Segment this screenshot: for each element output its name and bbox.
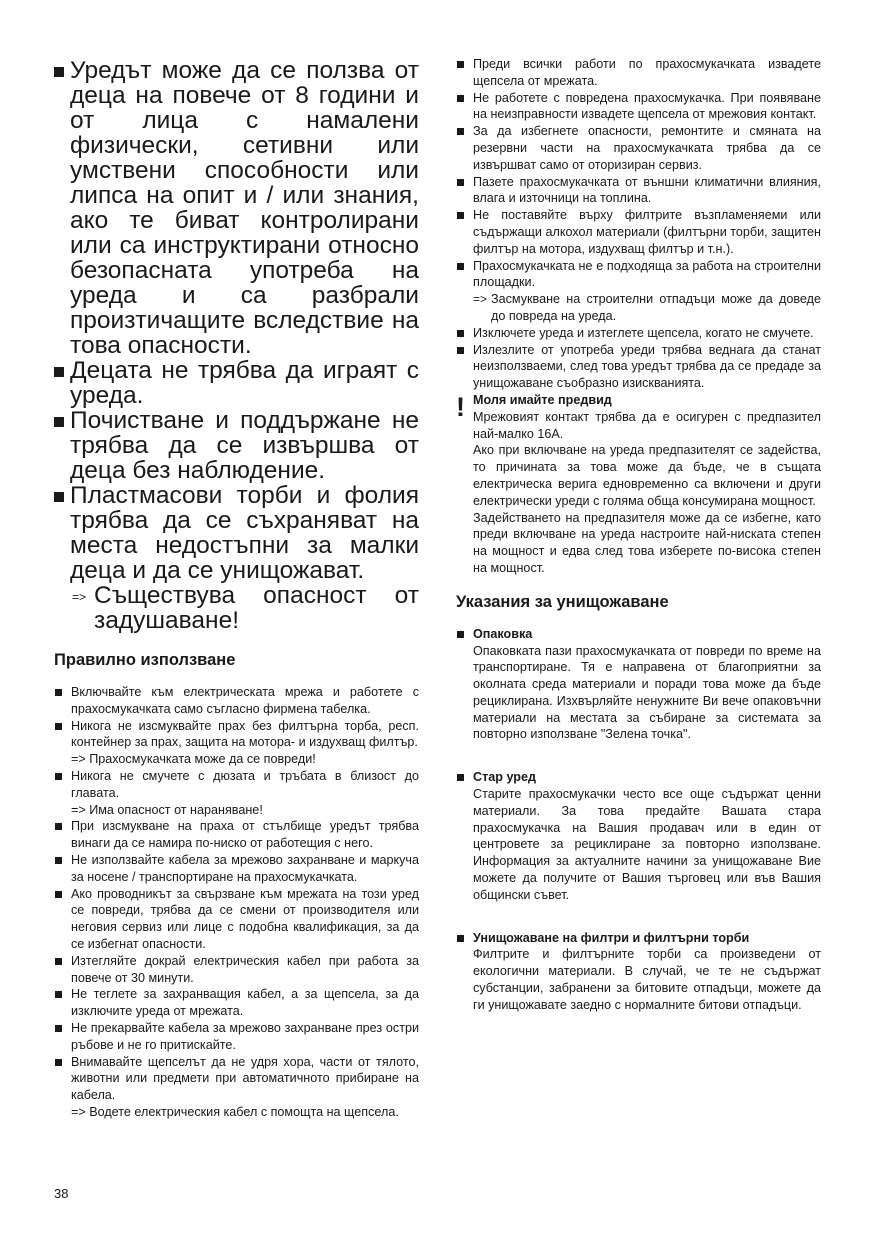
warning-text: Задействането на предпазителя може да се избегне, като преди включване на уреда настроите най-ниската степен на мощност и едва след това изберете по-висока степен на мощност. — [473, 510, 821, 575]
bullet-square-icon — [55, 1025, 62, 1032]
bullet-square-icon — [54, 492, 64, 502]
arrow-icon: => — [473, 292, 488, 307]
big-warning-item: Децата не трябва да играят с уреда. — [54, 358, 419, 408]
bullet-square-icon — [457, 935, 464, 942]
right-column — [456, 56, 821, 1014]
proper-use-heading: Правилно използване — [54, 651, 236, 669]
bullet-square-icon — [457, 179, 464, 186]
list-item: Ако проводникът за свързване към мрежата на този уред се повреди, трябва да се смени от производителя или неговия сервиз или лице с подобна квалификация, за да се избегнат опасности. — [54, 886, 419, 953]
disposal-section-text: Филтрите и филтърните торби са произведени от екологични материали. В случай, че те не съдържат субстанции, забранени за битовите отпадъци, можете да ги унищожавате заедно с нормалните битови отпадъци. — [473, 947, 821, 1012]
big-warning-sub: => Съществува опасност от задушаване! — [72, 582, 419, 634]
bullet-square-icon — [55, 857, 62, 864]
list-item: Изключете уреда и изтеглете щепсела, когато не смучете. — [456, 325, 821, 342]
list-item: Не използвайте кабела за мрежово захранване и маркуча за носене / транспортиране на прахосмукачката. — [54, 852, 419, 886]
bullet-square-icon — [457, 128, 464, 135]
bullet-square-icon — [457, 61, 464, 68]
disposal-section-title: Опаковка — [473, 626, 533, 641]
big-warning-item: Пластмасови торби и фолия трябва да се съхраняват на места недостъпни за малки деца и да се унищожават. — [54, 483, 419, 583]
warning-note — [456, 392, 821, 577]
list-item: Излезлите от употреба уреди трябва веднага да станат неизползваеми, след това уредът трябва да се предаде за унищожаване съобразно изискванията. — [456, 342, 821, 392]
bullet-square-icon — [457, 631, 464, 638]
list-item: При изсмукване на праха от стълбище уредът трябва винаги да се намира по-ниско от работещия с него. — [54, 818, 419, 852]
bullet-square-icon — [457, 212, 464, 219]
bullet-square-icon — [55, 723, 62, 730]
list-item: Прахосмукачката не е подходяща за работа на строителни площадки. — [456, 258, 821, 292]
bullet-square-icon — [55, 773, 62, 780]
list-item: Не прекарвайте кабела за мрежово захранване през остри ръбове и не го притискайте. — [54, 1020, 419, 1054]
bullet-square-icon — [54, 417, 64, 427]
warning-text: Мрежовият контакт трябва да е осигурен с предпазител най-малко 16A. — [473, 409, 821, 441]
page-number: 38 — [54, 1186, 69, 1201]
bullet-square-icon — [457, 95, 464, 102]
left-column — [54, 58, 419, 1121]
exclamation-icon: ! — [456, 391, 465, 422]
bullet-square-icon — [55, 958, 62, 965]
bullet-square-icon — [457, 347, 464, 354]
list-item: Внимавайте щепселът да не удря хора, части от тялото, животни или предмети при автоматичното прибиране на кабела. — [54, 1054, 419, 1104]
list-item: Преди всички работи по прахосмукачката извадете щепсела от мрежата. — [456, 56, 821, 90]
arrow-icon: => — [72, 590, 87, 604]
bullet-square-icon — [55, 1059, 62, 1066]
disposal-section-title: Унищожаване на филтри и филтърни торби — [473, 930, 750, 945]
list-item: За да избегнете опасности, ремонтите и смяната на резервни части на прахосмукачката трябва да се извършват само от оторизиран сервиз. — [456, 123, 821, 173]
list-item: Никога не изсмуквайте прах без филтърна торба, респ. контейнер за прах, защита на мотора- и издухващ филтър. — [54, 718, 419, 752]
disposal-section — [456, 769, 821, 903]
warning-text: Ако при включване на уреда предпазителят се задейства, то причината за това може да бъде, че в същата електрическа верига едновременно са включени и други електрически уреди с голяма обща консумирана мощност. — [473, 443, 821, 508]
list-sub-item: => Прахосмукачката може да се повреди! — [71, 752, 316, 767]
list-sub-item: => Водете електрическия кабел с помощта на щепсела. — [71, 1104, 399, 1119]
disposal-section — [456, 930, 821, 1014]
big-warning-item: Уредът може да се ползва от деца на повече от 8 години и от лица с намалени физически, сетивни или умствени способности или липса на опит и / или знания, ако те биват контролирани или са инструктирани относно безопасната употреба на уреда и са разбрали произтичащите вследствие на това опасности. — [54, 58, 419, 358]
list-sub-item: => Засмукване на строителни отпадъци може да доведе до повреда на уреда. — [473, 292, 821, 323]
big-warning-item: Почистване и поддържане не трябва да се извършва от деца без наблюдение. — [54, 408, 419, 483]
disposal-section-text: Старите прахосмукачки често все още съдържат ценни материали. За това предайте Вашата стара прахосмукачка на Вашия продавач или в един от центровете за рециклиране за повторно използване. Информация за актуалните начини за унищожаване Вие можете да получите от Вашия търговец или във Вашия общински съвет. — [473, 787, 821, 902]
warning-title: Моля имайте предвид — [473, 392, 612, 407]
disposal-section — [456, 626, 821, 744]
list-item: Пазете прахосмукачката от външни климатични влияния, влага и източници на топлина. — [456, 174, 821, 208]
disposal-section-text: Опаковката пази прахосмукачката от повреди по време на транспортиране. Тя е направена от благоприятни за околната среда материали и поради това може да бъде рециклирана. Изхвърляйте ненужните Ви вече опаковъчни материали на местата за събиране за системата за повторно използване "Зелена точка". — [473, 643, 821, 742]
list-item: Не работете с повредена прахосмукачка. При появяване на неизправности извадете щепсела от мрежовия контакт. — [456, 90, 821, 124]
list-item: Изтегляйте докрай електрическия кабел при работа за повече от 30 минути. — [54, 953, 419, 987]
list-item: Не поставяйте върху филтрите възпламеняеми или съдържащи алкохол материали (филтърни торби, защитен филтър на мотора, издухващ филтър и т.н.). — [456, 207, 821, 257]
bullet-square-icon — [55, 891, 62, 898]
disposal-heading: Указания за унищожаване — [456, 592, 669, 611]
bullet-square-icon — [55, 991, 62, 998]
list-item: Не теглете за захранващия кабел, а за щепсела, за да изключите уреда от мрежата. — [54, 986, 419, 1020]
list-item: Никога не смучете с дюзата и тръбата в близост до главата. — [54, 768, 419, 802]
list-sub-item: => Има опасност от нараняване! — [71, 802, 263, 817]
bullet-square-icon — [457, 330, 464, 337]
bullet-square-icon — [55, 689, 62, 696]
bullet-square-icon — [457, 263, 464, 270]
disposal-section-title: Стар уред — [473, 770, 536, 785]
bullet-square-icon — [54, 67, 64, 77]
bullet-square-icon — [54, 367, 64, 377]
bullet-square-icon — [457, 774, 464, 781]
bullet-square-icon — [55, 823, 62, 830]
list-item: Включвайте към електрическата мрежа и работете с прахосмукачката само съгласно фирмена табелка. — [54, 684, 419, 718]
